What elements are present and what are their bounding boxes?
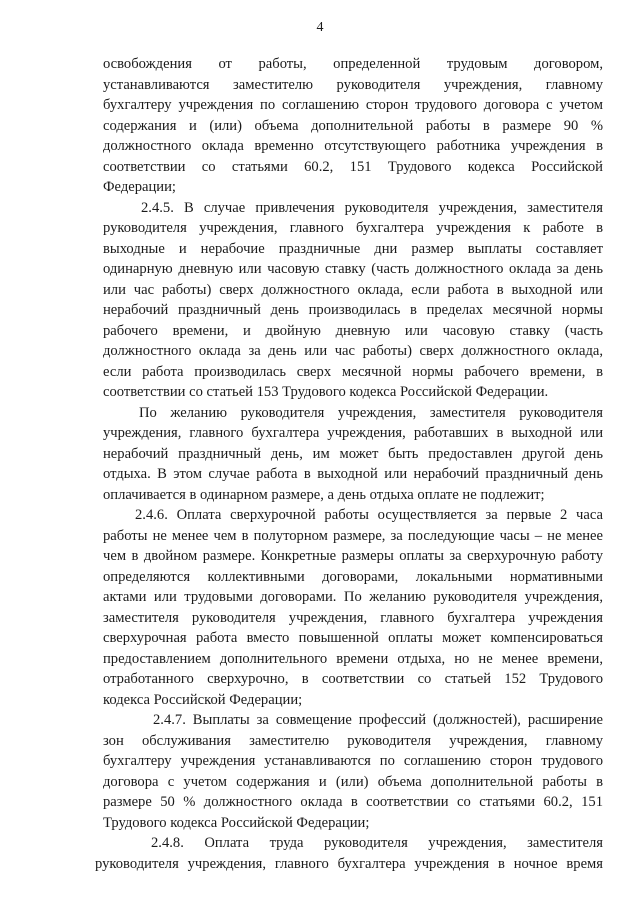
text-line: освобождения от работы, определенной трудовым договором, (103, 56, 603, 72)
text-line: рабочего времени, и двойную дневную или часовую ставку (часть (103, 322, 603, 339)
text-line: учреждения, главного бухгалтера учреждения, работавших в выходной или (103, 425, 603, 441)
text-line: бухгалтеру учреждения устанавливаются по соглашению сторон трудового (103, 753, 603, 769)
text-line: одинарную дневную или часовую ставку (часть должностного оклада за день (103, 261, 603, 277)
text-line: должностного оклада временно отсутствующего работника учреждения в (103, 138, 603, 154)
text-line: содержания и (или) объема дополнительной работы в размере 90 % (103, 117, 603, 134)
text-line: или час работы) сверх должностного оклада, если работа в выходной или (103, 281, 603, 298)
text-line: бухгалтеру учреждения по соглашению сторон трудового договора с учетом (103, 97, 603, 113)
text-line: заместителя руководителя учреждения, главного бухгалтера учреждения (103, 609, 603, 626)
text-line: кодекса Российской Федерации; (103, 691, 303, 708)
text-line: должностного оклада за день или час работы) сверх должностного оклада, (103, 343, 603, 359)
text-line: 2.4.8. Оплата труда руководителя учреждения, заместителя (151, 835, 603, 851)
text-line: размере 50 % должностного оклада в соответствии со статьями 60.2, 151 (103, 794, 603, 810)
page-number: 4 (316, 20, 324, 35)
text-line: выходные и нерабочие праздничные дни размер выплаты составляет (103, 240, 603, 257)
text-line: зон обслуживания заместителю руководителя учреждения, главному (103, 732, 603, 749)
text-line: Трудового кодекса Российской Федерации; (103, 814, 370, 831)
text-line: договора с учетом содержания и (или) объема дополнительной работы в (103, 773, 603, 790)
text-line: соответствии со статьями 60.2, 151 Трудового кодекса Российской (103, 158, 603, 175)
document-body (95, 54, 603, 874)
text-line: отдыха. В этом случае работа в выходной или нерабочий праздничный день (103, 466, 603, 482)
text-line: руководителя учреждения, главного бухгалтера учреждения к работе в (103, 220, 603, 236)
text-line: нерабочий праздничный день, им может быть предоставлен другой день (103, 445, 603, 462)
text-line: работы не менее чем в полуторном размере, за последующие часы – не менее (103, 527, 603, 544)
text-line: нерабочий праздничный день производилась в пределах месячной нормы (103, 302, 603, 318)
text-line: 2.4.6. Оплата сверхурочной работы осуществляется за первые 2 часа (135, 507, 603, 523)
text-line: сверхурочная работа вместо повышенной оплаты может компенсироваться (103, 630, 603, 646)
text-line: актами или трудовыми договорами. По желанию руководителя учреждения, (103, 589, 603, 605)
text-line: предоставлением дополнительного времени отдыха, но не менее времени, (103, 650, 603, 667)
text-line: По желанию руководителя учреждения, заместителя руководителя (139, 404, 603, 421)
text-line: устанавливаются заместителю руководителя учреждения, главному (103, 76, 603, 93)
text-line: если работа производилась сверх месячной нормы рабочего времени, в (103, 363, 603, 380)
text-line: чем в двойном размере. Конкретные размеры оплаты за сверхурочную работу (103, 548, 603, 564)
text-line: 2.4.5. В случае привлечения руководителя учреждения, заместителя (141, 199, 603, 216)
text-line: соответствии со статьей 153 Трудового кодекса Российской Федерации. (103, 384, 549, 400)
text-line: руководителя учреждения, главного бухгалтера учреждения в ночное время (95, 855, 603, 872)
text-line: 2.4.7. Выплаты за совмещение профессий (должностей), расширение (153, 712, 603, 728)
text-line: оплачивается в одинарном размере, а день отдыха оплате не подлежит; (103, 486, 545, 503)
text-line: Федерации; (103, 179, 176, 195)
text-line: отработанного сверхурочно, в соответствии со статьей 152 Трудового (103, 671, 603, 687)
text-line: определяются коллективными договорами, локальными нормативными (103, 568, 603, 585)
